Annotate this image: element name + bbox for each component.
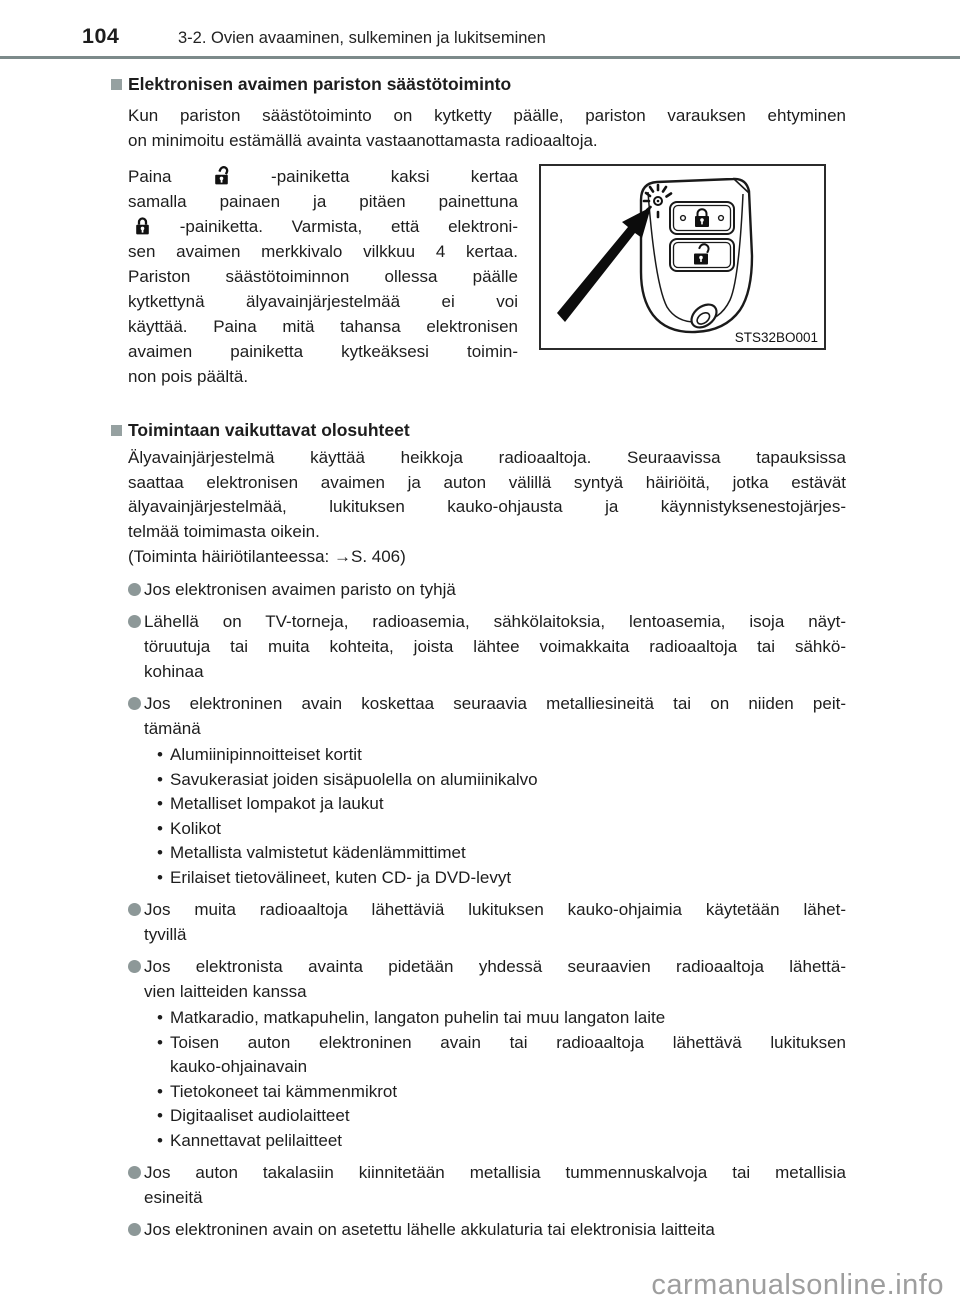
reference-note: (Toiminta häiriötilanteessa: →S. 406) [128,547,406,566]
key-instructions-paragraph [128,164,518,389]
sub-list-item-text [170,817,846,842]
lock-icon [134,216,151,236]
sub-list-item [150,817,846,842]
section-heading-label: Elektronisen avaimen pariston säästötoiminto [128,74,512,94]
text-line: esineitä [144,1188,203,1207]
text-line: Kolikot [170,818,222,838]
text-line: Metallista valmistetut kädenlämmittimet [170,843,466,862]
sub-list-item [150,841,846,866]
sub-list-item-text [170,768,846,793]
text-line: kauko-ohjainavain [170,1057,308,1076]
instruction-line: sen avaimen merkkivalo vilkkuu 4 kertaa. [128,242,518,261]
battery-saving-detail-row [128,164,847,389]
fob-unlock-button [670,239,734,271]
sub-list-item-text [170,866,846,891]
page-content [111,74,847,1242]
list-item [128,609,846,684]
list-item [128,577,846,602]
circle-bullet-icon [128,697,141,710]
sub-list-item [150,743,846,768]
sub-list-item [150,792,846,817]
sub-list-item [150,1104,846,1129]
list-item-text [144,897,846,947]
text-line: Jos elektroninen avain on asetettu lähelle akkulaturia tai elektronisia laitteita [144,1220,715,1239]
dot-bullet-icon: • [157,769,163,789]
page-number: 104 [82,24,120,48]
sub-list-item [150,768,846,793]
text-line: älyavainjärjestelmää, lukituksen kauko-ohjausta ja käynnistyksenestojärjes- [128,497,846,516]
dot-bullet-icon: • [157,818,163,838]
instruction-line: non pois päältä. [128,367,249,386]
list-item [128,1160,846,1210]
text-line: Digitaaliset audiolaitteet [170,1106,350,1125]
dot-bullet-icon: • [157,1032,163,1052]
section-heading-battery-saving [111,74,847,94]
instruction-text: -painiketta. Varmista, että elektroni- [179,217,518,236]
sub-list-item-text [170,1006,846,1031]
text-line: Toisen auton elektroninen avain tai radioaaltoja lähettävä lukituksen [170,1032,846,1052]
list-item-text [144,954,846,1153]
text-line: Jos elektronisen avaimen paristo on tyhjä [144,580,456,599]
list-item-text [144,1217,846,1242]
circle-bullet-icon [128,960,141,973]
instruction-line: Pariston säästötoiminnon ollessa päälle [128,267,518,286]
arrow-pointer [557,207,651,322]
sub-list-item [150,866,846,891]
text-line: töruutuja tai muita kohteita, joista lähtee voimakkaita radioaaltoja tai sähkö- [144,637,846,656]
circle-bullet-icon [128,1223,141,1236]
sub-list-item [150,1031,846,1080]
text-line: on minimoitu estämällä avainta vastaanottamasta radioaaltoja. [128,131,598,150]
sub-list [150,743,846,890]
instruction-line: kytkettynä älyavainjärjestelmää ei voi [128,292,518,311]
dot-bullet-icon: • [157,1130,163,1150]
key-fob-illustration [541,166,824,348]
text-line: telmää toimimasta oikein. [128,521,320,541]
text-line: Jos elektronista avainta pidetään yhdessä seuraavien radioaaltoja lähettä- [144,957,846,976]
sub-list-item-text [170,841,846,866]
instruction-line: käyttää. Paina mitä tahansa elektronisen [128,317,518,336]
list-item [128,897,846,947]
figure-caption: STS32BO001 [734,330,818,345]
text-line: Metalliset lompakot ja laukut [170,794,384,813]
text-line: Älyavainjärjestelmä käyttää heikkoja radioaaltoja. Seuraavissa tapauksissa [128,448,846,467]
list-item-text [144,691,846,890]
text-line: Savukerasiat joiden sisäpuolella on alumiinikalvo [170,769,538,789]
fob-lock-button [670,202,734,234]
text-line: Lähellä on TV-torneja, radioasemia, sähkölaitoksia, lentoasemia, isoja näyt- [144,612,846,631]
sub-list-item-text [170,1080,846,1105]
dot-bullet-icon: • [157,843,163,862]
sub-list-item-text [170,1129,846,1154]
instruction-text: Paina [128,167,172,186]
section-heading-conditions [111,420,847,440]
square-section-marker-icon [111,425,122,436]
text-line: Erilaiset tietovälineet, kuten CD- ja DVD-levyt [170,867,512,887]
list-item [128,691,846,890]
text-line: Tietokoneet tai kämmenmikrot [170,1081,398,1101]
unlock-icon [213,166,230,186]
instruction-line [128,164,518,189]
chapter-header: 3-2. Ovien avaaminen, sulkeminen ja lukitseminen [178,29,546,47]
list-item [128,1217,846,1242]
text-line: saattaa elektronisen avaimen ja auton välillä syntyä häiriöitä, jotka estävät [128,472,846,492]
sub-list-item [150,1129,846,1154]
dot-bullet-icon: • [157,1008,163,1027]
list-item-text [144,609,846,684]
list-item [128,954,846,1153]
list-item-text [144,577,846,602]
text-line: Alumiinipinnoitteiset kortit [170,745,362,764]
text-line: Kun pariston säästötoiminto on kytketty päälle, pariston varauksen ehtyminen [128,106,846,125]
text-line: Jos elektroninen avain koskettaa seuraavia metalliesineitä tai on niiden peit- [144,694,846,713]
sub-list-item-text [170,1104,846,1129]
conditions-intro [128,446,846,544]
battery-saving-intro [128,103,846,153]
header-divider [0,56,960,59]
sub-list-item [150,1006,846,1031]
text-line: Jos muita radioaaltoja lähettäviä lukituksen kauko-ohjaimia käytetään lähet- [144,900,846,919]
square-section-marker-icon [111,79,122,90]
dot-bullet-icon: • [157,745,163,764]
text-line: Jos auton takalasiin kiinnitetään metallisia tummennuskalvoja tai metallisia [144,1163,846,1182]
dot-bullet-icon: • [157,1106,163,1125]
sub-list-item [150,1080,846,1105]
list-item-text [144,1160,846,1210]
circle-bullet-icon [128,1166,141,1179]
text-line: tämänä [144,719,201,738]
text-line: tyvillä [144,925,187,944]
key-fob-figure [539,164,826,350]
sub-list-item-text [170,1031,846,1080]
sub-list-item-text [170,743,846,768]
section-heading-label: Toimintaan vaikuttavat olosuhteet [128,420,410,440]
instruction-line [128,214,518,239]
instruction-text: -painiketta kaksi kertaa [271,167,518,186]
text-line: vien laitteiden kanssa [144,982,307,1001]
sub-list [150,1006,846,1153]
text-line: Matkaradio, matkapuhelin, langaton puhelin tai muu langaton laite [170,1008,666,1027]
instruction-line: avaimen painiketta kytkeäksesi toimin- [128,342,518,361]
sub-list-item-text [170,792,846,817]
dot-bullet-icon: • [157,794,163,813]
text-line: kohinaa [144,662,204,681]
dot-bullet-icon: • [157,1081,163,1101]
dot-bullet-icon: • [157,867,163,887]
circle-bullet-icon [128,903,141,916]
conditions-bullet-list [128,577,846,1242]
circle-bullet-icon [128,583,141,596]
text-line: Kannettavat pelilaitteet [170,1130,343,1150]
circle-bullet-icon [128,615,141,628]
instruction-line: samalla painaen ja pitäen painettuna [128,192,518,211]
watermark: carmanualsonline.info [651,1269,944,1301]
